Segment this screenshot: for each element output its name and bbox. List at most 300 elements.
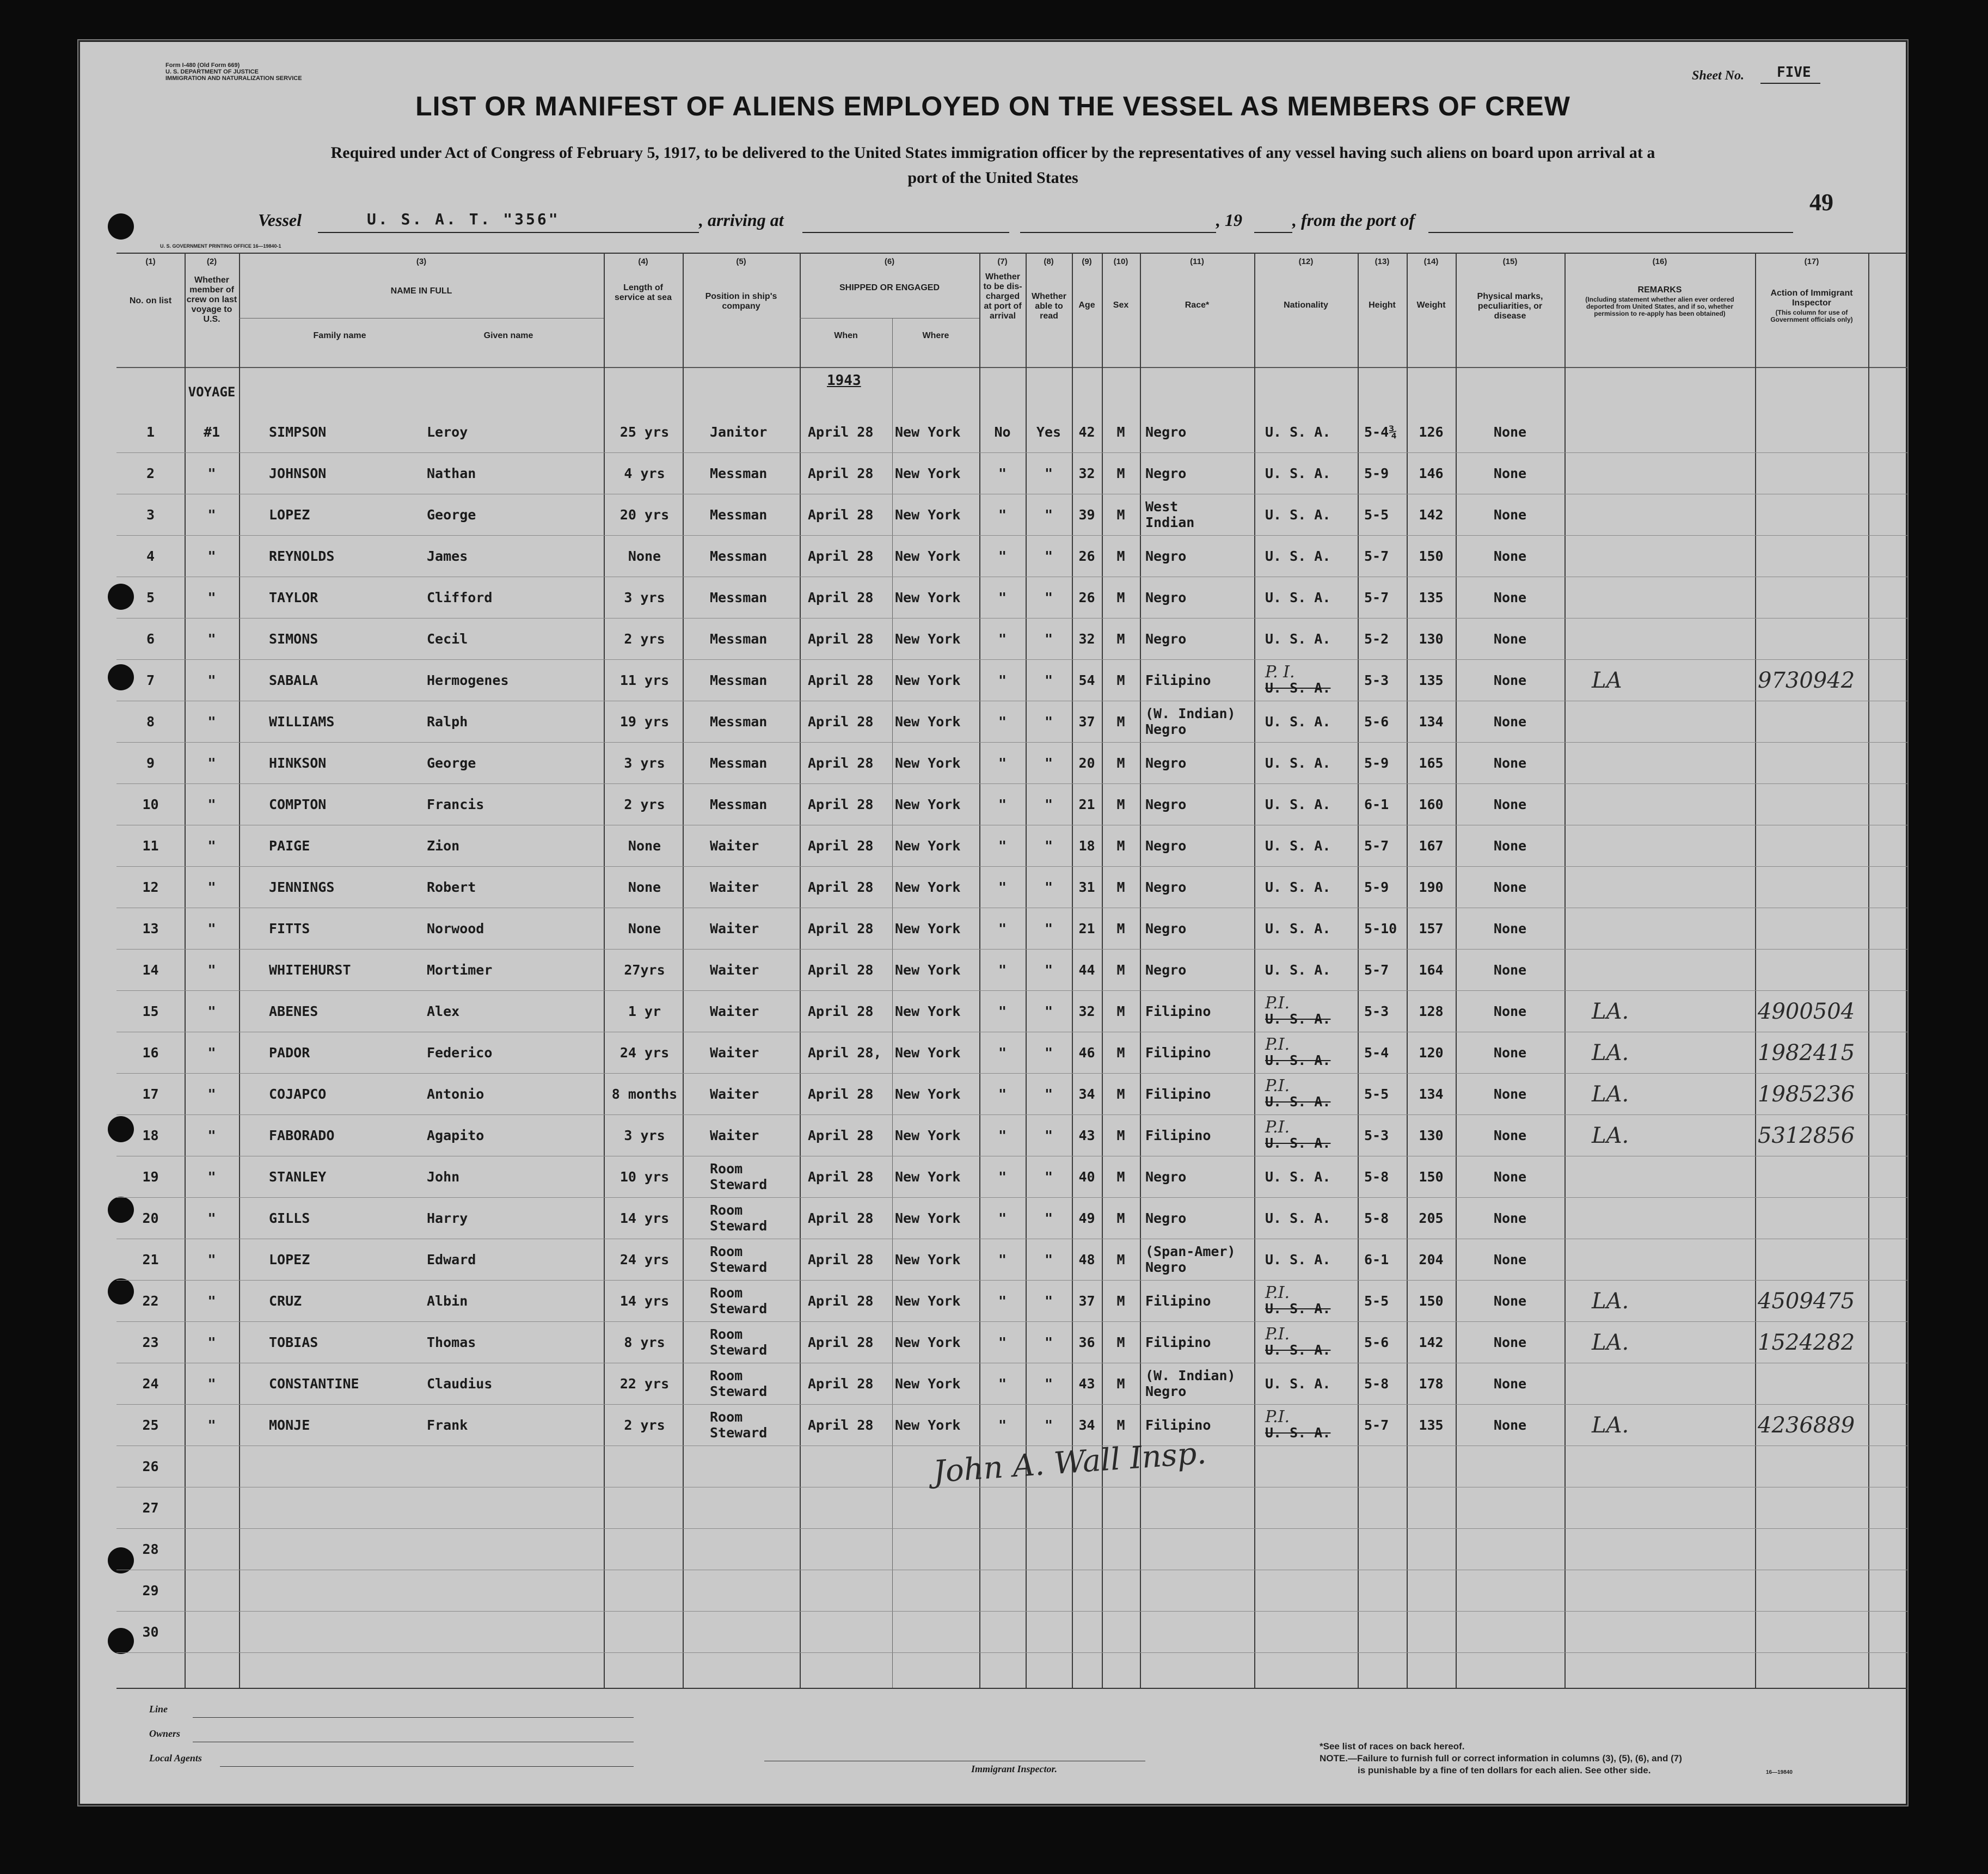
cell-nationality-lower: U. S. A. <box>1265 1011 1331 1027</box>
cell-sex: M <box>1116 1252 1125 1267</box>
cell-nationality-lower: U. S. A. <box>1265 1301 1331 1316</box>
cell-where: New York <box>895 1210 961 1226</box>
cell-family: CRUZ <box>269 1293 302 1309</box>
cell-when: April 28 <box>808 1086 874 1102</box>
cell-weight: 150 <box>1419 1169 1444 1185</box>
cell-action: 5312856 <box>1758 1123 1855 1148</box>
header-bottom-border <box>116 367 1907 368</box>
cell-height: 5-8 <box>1364 1376 1389 1392</box>
table-row <box>78 1322 1907 1363</box>
cell-weight: 120 <box>1419 1045 1444 1061</box>
cell-remarks <box>1592 784 1701 825</box>
vessel-underline <box>318 232 699 233</box>
cell-weight: 167 <box>1419 838 1444 854</box>
header-crew-last-voyage: Whether member of crew on last voyage to U.S. <box>186 275 237 324</box>
header-remarks-note: (Including statement whether alien ever ordered deported from United States, and if so, whether permission to re-apply has been obtained) <box>1585 296 1734 317</box>
cell-read: Yes <box>1036 424 1062 440</box>
cell-position: Messman <box>710 507 768 523</box>
cell-family: LOPEZ <box>269 1252 310 1267</box>
header-inspector-note: (This column for use of Government officials only) <box>1770 309 1853 323</box>
from-port-label: , from the port of <box>1292 210 1415 230</box>
cell-height: 5-10 <box>1364 921 1397 936</box>
table-row <box>78 660 1907 701</box>
cell-no: 30 <box>142 1624 159 1640</box>
col-num-6: (6) <box>884 257 895 266</box>
cell-service: 3 yrs <box>624 1128 665 1143</box>
cell-position <box>710 1156 797 1198</box>
cell-age: 42 <box>1078 424 1095 440</box>
cell-race: Negro <box>1145 879 1187 895</box>
cell-when: April 28 <box>808 424 874 440</box>
cell-marks: None <box>1493 548 1527 564</box>
year-label: , 19 <box>1216 210 1242 230</box>
cell-height: 5-6 <box>1364 1334 1389 1350</box>
table-bottom-border <box>116 1688 1907 1689</box>
from-port-underline <box>1428 232 1793 233</box>
cell-sex: M <box>1116 1293 1125 1309</box>
cell-nationality <box>1265 1032 1358 1074</box>
table-row <box>78 1115 1907 1156</box>
cell-discharged: " <box>998 962 1007 978</box>
cell-position: Messman <box>710 672 768 688</box>
cell-where: New York <box>895 1252 961 1267</box>
table-row <box>78 784 1907 825</box>
cell-voyage: " <box>207 1086 216 1102</box>
cell-when: April 28 <box>808 921 874 936</box>
cell-marks: None <box>1493 755 1527 771</box>
cell-remarks <box>1592 950 1701 991</box>
cell-when: April 28 <box>808 714 874 730</box>
cell-service: 2 yrs <box>624 1417 665 1433</box>
cell-remarks <box>1592 701 1701 743</box>
col-num-10: (10) <box>1113 257 1128 266</box>
cell-voyage: " <box>207 1210 216 1226</box>
cell-where: New York <box>895 714 961 730</box>
cell-action <box>1758 1198 1867 1239</box>
cell-action <box>1758 784 1867 825</box>
cell-no: 28 <box>142 1541 159 1557</box>
cell-no: 4 <box>146 548 155 564</box>
table-row <box>78 453 1907 494</box>
cell-marks: None <box>1493 1086 1527 1102</box>
cell-no: 7 <box>146 672 155 688</box>
cell-voyage: " <box>207 1003 216 1019</box>
cell-discharged: " <box>998 507 1007 523</box>
cell-sex: M <box>1116 1376 1125 1392</box>
cell-age: 34 <box>1078 1086 1095 1102</box>
cell-marks: None <box>1493 1169 1527 1185</box>
cell-when: April 28 <box>808 590 874 605</box>
cell-voyage: " <box>207 714 216 730</box>
cell-position-lower: Steward <box>710 1301 768 1316</box>
cell-voyage: " <box>207 797 216 812</box>
cell-marks: None <box>1493 672 1527 688</box>
cell-discharged: " <box>998 755 1007 771</box>
cell-nationality <box>1265 1405 1358 1446</box>
cell-action <box>1758 1363 1867 1405</box>
cell-discharged: No <box>994 424 1011 440</box>
cell-nationality-lower: U. S. A. <box>1265 1135 1331 1151</box>
cell-family: WHITEHURST <box>269 962 351 978</box>
cell-race: Filipino <box>1145 1417 1211 1433</box>
cell-family: LOPEZ <box>269 507 310 523</box>
cell-age: 26 <box>1078 548 1095 564</box>
cell-weight: 135 <box>1419 1417 1444 1433</box>
cell-read: " <box>1044 755 1053 771</box>
cell-remarks: LA. <box>1592 1123 1629 1148</box>
table-row <box>78 618 1907 660</box>
header-when: When <box>834 331 858 340</box>
cell-read: " <box>1044 879 1053 895</box>
cell-position: Messman <box>710 548 768 564</box>
cell-nationality-upper: P. I. <box>1265 663 1295 682</box>
cell-height: 5-9 <box>1364 755 1389 771</box>
cell-no: 14 <box>142 962 159 978</box>
cell-weight: 160 <box>1419 797 1444 812</box>
col-num-7: (7) <box>997 257 1008 266</box>
cell-read: " <box>1044 1293 1053 1309</box>
cell-discharged: " <box>998 1003 1007 1019</box>
col-num-12: (12) <box>1298 257 1314 266</box>
cell-sex: M <box>1116 548 1125 564</box>
cell-sex: M <box>1116 631 1125 647</box>
cell-read: " <box>1044 631 1053 647</box>
cell-no: 12 <box>142 879 159 895</box>
footer-owners-label: Owners <box>149 1728 181 1739</box>
cell-nationality: U. S. A. <box>1265 879 1331 895</box>
cell-race: Negro <box>1145 797 1187 812</box>
inspector-signature: John A. Wall Insp. <box>932 1435 1208 1490</box>
cell-nationality-upper: P.I. <box>1265 1283 1290 1302</box>
cell-height: 5-7 <box>1364 962 1389 978</box>
cell-race: Negro <box>1145 424 1187 440</box>
cell-given: Leroy <box>427 424 468 440</box>
cell-action: 1982415 <box>1758 1040 1855 1065</box>
punch-hole <box>108 213 134 240</box>
cell-weight: 142 <box>1419 507 1444 523</box>
cell-weight: 190 <box>1419 879 1444 895</box>
cell-marks: None <box>1493 1376 1527 1392</box>
cell-read: " <box>1044 1045 1053 1061</box>
cell-read: " <box>1044 1334 1053 1350</box>
cell-age: 32 <box>1078 1003 1095 1019</box>
cell-service: 4 yrs <box>624 466 665 481</box>
cell-no: 26 <box>142 1459 159 1474</box>
cell-service: 22 yrs <box>619 1376 670 1392</box>
cell-height: 5-3 <box>1364 672 1389 688</box>
cell-sex: M <box>1116 838 1125 854</box>
cell-given: Nathan <box>427 466 476 481</box>
cell-family: COMPTON <box>269 797 327 812</box>
cell-service: 14 yrs <box>619 1210 670 1226</box>
cell-voyage: #1 <box>203 424 220 440</box>
cell-race-upper: (W. Indian) <box>1145 706 1236 721</box>
cell-read: " <box>1044 962 1053 978</box>
cell-when: April 28 <box>808 1252 874 1267</box>
cell-where: New York <box>895 797 961 812</box>
cell-nationality: U. S. A. <box>1265 1169 1331 1185</box>
cell-race: Negro <box>1145 1169 1187 1185</box>
cell-family: CONSTANTINE <box>269 1376 359 1392</box>
cell-weight: 135 <box>1419 590 1444 605</box>
cell-race <box>1145 1239 1254 1281</box>
cell-when: April 28 <box>808 1003 874 1019</box>
header-name-in-full: NAME IN FULL <box>390 286 452 296</box>
cell-given: Agapito <box>427 1128 484 1143</box>
cell-age: 39 <box>1078 507 1095 523</box>
footer-note-line1: NOTE.—Failure to furnish full or correct information in columns (3), (5), (6), and (7) <box>1320 1753 1682 1763</box>
cell-remarks <box>1592 867 1701 908</box>
cell-height: 5-9 <box>1364 466 1389 481</box>
cell-no: 16 <box>142 1045 159 1061</box>
table-row <box>78 1363 1907 1405</box>
cell-sex: M <box>1116 714 1125 730</box>
cell-family: SABALA <box>269 672 318 688</box>
cell-when: April 28 <box>808 838 874 854</box>
cell-nationality-lower: U. S. A. <box>1265 1425 1331 1441</box>
cell-read: " <box>1044 1086 1053 1102</box>
cell-marks: None <box>1493 1210 1527 1226</box>
cell-nationality-lower: U. S. A. <box>1265 1094 1331 1110</box>
cell-where: New York <box>895 672 961 688</box>
table-row <box>78 1032 1907 1074</box>
cell-remarks: LA. <box>1592 1040 1629 1065</box>
cell-nationality-lower: U. S. A. <box>1265 1052 1331 1068</box>
cell-position-upper: Room <box>710 1285 743 1301</box>
cell-service: None <box>628 838 661 854</box>
cell-race: Negro <box>1145 631 1187 647</box>
cell-action: 4236889 <box>1758 1413 1855 1438</box>
cell-no: 22 <box>142 1293 159 1309</box>
cell-read: " <box>1044 1003 1053 1019</box>
cell-marks: None <box>1493 466 1527 481</box>
footer-inspector-label: Immigrant Inspector. <box>971 1763 1058 1774</box>
cell-age: 43 <box>1078 1128 1095 1143</box>
col-num-14: (14) <box>1423 257 1439 266</box>
cell-race: Filipino <box>1145 1086 1211 1102</box>
cell-position: Messman <box>710 466 768 481</box>
header-remarks: REMARKS <box>1637 285 1682 295</box>
cell-height: 6-1 <box>1364 1252 1389 1267</box>
header-shipped-engaged: SHIPPED OR ENGAGED <box>839 283 940 292</box>
cell-discharged: " <box>998 548 1007 564</box>
cell-voyage: " <box>207 1376 216 1392</box>
cell-service: 20 yrs <box>619 507 670 523</box>
cell-height: 5-4 <box>1364 1045 1389 1061</box>
cell-nationality: U. S. A. <box>1265 838 1331 854</box>
cell-sex: M <box>1116 755 1125 771</box>
arriving-underline-2 <box>1020 232 1216 233</box>
cell-remarks <box>1592 1239 1701 1281</box>
cell-when: April 28 <box>808 962 874 978</box>
header-weight: Weight <box>1416 301 1446 310</box>
cell-marks: None <box>1493 1334 1527 1350</box>
cell-position-upper: Room <box>710 1368 743 1383</box>
table-row <box>78 1487 1907 1529</box>
cell-given: Clifford <box>427 590 493 605</box>
header-able-to-read: Whether able to read <box>1032 292 1066 321</box>
table-row <box>78 867 1907 908</box>
cell-position: Waiter <box>710 921 759 936</box>
cell-when: April 28 <box>808 1128 874 1143</box>
cell-nationality: U. S. A. <box>1265 755 1331 771</box>
cell-remarks <box>1592 577 1701 618</box>
cell-nationality: U. S. A. <box>1265 714 1331 730</box>
cell-family: MONJE <box>269 1417 310 1433</box>
cell-when: April 28 <box>808 466 874 481</box>
cell-service: 14 yrs <box>619 1293 670 1309</box>
form-id-line2: U. S. DEPARTMENT OF JUSTICE <box>165 69 259 75</box>
cell-race-lower: Negro <box>1145 721 1187 737</box>
cell-read: " <box>1044 507 1053 523</box>
col-num-16: (16) <box>1652 257 1667 266</box>
header-discharged: Whether to be dis-charged at port of arrival <box>983 272 1022 321</box>
header-physical-marks: Physical marks, peculiarities, or disease <box>1477 292 1543 321</box>
header-race: Race* <box>1185 301 1210 310</box>
cell-weight: 134 <box>1419 1086 1444 1102</box>
cell-where: New York <box>895 921 961 936</box>
cell-height: 5-3 <box>1364 1003 1389 1019</box>
cell-given: Cecil <box>427 631 468 647</box>
cell-weight: 204 <box>1419 1252 1444 1267</box>
cell-marks: None <box>1493 507 1527 523</box>
form-id-line3: IMMIGRATION AND NATURALIZATION SERVICE <box>165 75 302 82</box>
cell-race: Negro <box>1145 590 1187 605</box>
table-row <box>78 908 1907 950</box>
cell-where: New York <box>895 548 961 564</box>
cell-service: 1 yr <box>628 1003 661 1019</box>
cell-where: New York <box>895 1334 961 1350</box>
cell-service: 8 yrs <box>624 1334 665 1350</box>
cell-discharged: " <box>998 921 1007 936</box>
cell-weight: 126 <box>1419 424 1444 440</box>
cell-position-upper: Room <box>710 1161 743 1177</box>
cell-family: TOBIAS <box>269 1334 318 1350</box>
cell-nationality-upper: P.I. <box>1265 1118 1290 1137</box>
cell-no: 2 <box>146 466 155 481</box>
cell-marks: None <box>1493 879 1527 895</box>
cell-position-lower: Steward <box>710 1425 768 1441</box>
cell-nationality: U. S. A. <box>1265 466 1331 481</box>
cell-no: 1 <box>146 424 155 440</box>
cell-family: JENNINGS <box>269 879 335 895</box>
cell-nationality <box>1265 1115 1358 1156</box>
cell-service: 2 yrs <box>624 797 665 812</box>
cell-height: 5-7 <box>1364 590 1389 605</box>
cell-where: New York <box>895 1169 961 1185</box>
cell-age: 34 <box>1078 1417 1095 1433</box>
cell-given: Thomas <box>427 1334 476 1350</box>
cell-marks: None <box>1493 1417 1527 1433</box>
cell-given: Claudius <box>427 1376 493 1392</box>
sheet-number: FIVE <box>1777 64 1811 81</box>
cell-remarks: LA <box>1592 668 1622 693</box>
cell-discharged: " <box>998 714 1007 730</box>
cell-read: " <box>1044 1376 1053 1392</box>
cell-race: Filipino <box>1145 1003 1211 1019</box>
cell-nationality: U. S. A. <box>1265 797 1331 812</box>
cell-age: 37 <box>1078 714 1095 730</box>
cell-race: Filipino <box>1145 1293 1211 1309</box>
footer-form-code: 16—19840 <box>1766 1769 1793 1775</box>
cell-race-lower: Indian <box>1145 515 1195 530</box>
header-family-name: Family name <box>313 331 366 340</box>
footer-races-note: *See list of races on back hereof. <box>1320 1741 1465 1751</box>
cell-voyage: " <box>207 1334 216 1350</box>
cell-sex: M <box>1116 1210 1125 1226</box>
cell-when: April 28, <box>808 1045 882 1061</box>
cell-read: " <box>1044 1210 1053 1226</box>
cell-weight: 130 <box>1419 631 1444 647</box>
cell-position: Messman <box>710 590 768 605</box>
table-row <box>78 1405 1907 1446</box>
cell-race-upper: (W. Indian) <box>1145 1368 1236 1383</box>
cell-nationality <box>1265 991 1358 1032</box>
cell-read: " <box>1044 672 1053 688</box>
cell-nationality: U. S. A. <box>1265 1210 1331 1226</box>
cell-age: 43 <box>1078 1376 1095 1392</box>
cell-sex: M <box>1116 507 1125 523</box>
cell-nationality: U. S. A. <box>1265 1376 1331 1392</box>
col-num-17: (17) <box>1804 257 1819 266</box>
cell-where: New York <box>895 838 961 854</box>
cell-given: Ralph <box>427 714 468 730</box>
cell-nationality: U. S. A. <box>1265 507 1331 523</box>
cell-race-upper: (Span-Amer) <box>1145 1244 1236 1259</box>
cell-remarks <box>1592 743 1701 784</box>
cell-read: " <box>1044 921 1053 936</box>
cell-given: Harry <box>427 1210 468 1226</box>
cell-when: April 28 <box>808 1417 874 1433</box>
cell-given: Alex <box>427 1003 460 1019</box>
cell-given: Frank <box>427 1417 468 1433</box>
cell-race: Negro <box>1145 466 1187 481</box>
cell-given: Federico <box>427 1045 493 1061</box>
cell-given: Hermogenes <box>427 672 509 688</box>
cell-race: Negro <box>1145 1210 1187 1226</box>
table-row <box>78 1156 1907 1198</box>
arriving-label: , arriving at <box>699 210 784 230</box>
cell-weight: 142 <box>1419 1334 1444 1350</box>
cell-when: April 28 <box>808 1169 874 1185</box>
cell-action <box>1758 618 1867 660</box>
cell-sex: M <box>1116 1003 1125 1019</box>
cell-no: 8 <box>146 714 155 730</box>
cell-remarks <box>1592 412 1701 453</box>
cell-read: " <box>1044 797 1053 812</box>
cell-position-upper: Room <box>710 1202 743 1218</box>
cell-nationality-upper: P.I. <box>1265 1035 1290 1054</box>
manifest-sheet <box>77 39 1909 1806</box>
cell-weight: 130 <box>1419 1128 1444 1143</box>
cell-nationality-lower: U. S. A. <box>1265 680 1331 696</box>
cell-race-upper: West <box>1145 499 1179 515</box>
cell-marks: None <box>1493 631 1527 647</box>
cell-height: 5-2 <box>1364 631 1389 647</box>
header-height: Height <box>1369 301 1396 310</box>
col-num-5: (5) <box>736 257 746 266</box>
table-row <box>78 1198 1907 1239</box>
cell-position <box>710 1405 797 1446</box>
table-row <box>78 1239 1907 1281</box>
cell-family: REYNOLDS <box>269 548 335 564</box>
cell-height: 5-5 <box>1364 507 1389 523</box>
cell-where: New York <box>895 1293 961 1309</box>
cell-weight: 165 <box>1419 755 1444 771</box>
cell-sex: M <box>1116 1045 1125 1061</box>
cell-no: 11 <box>142 838 159 854</box>
cell-height: 6-1 <box>1364 797 1389 812</box>
